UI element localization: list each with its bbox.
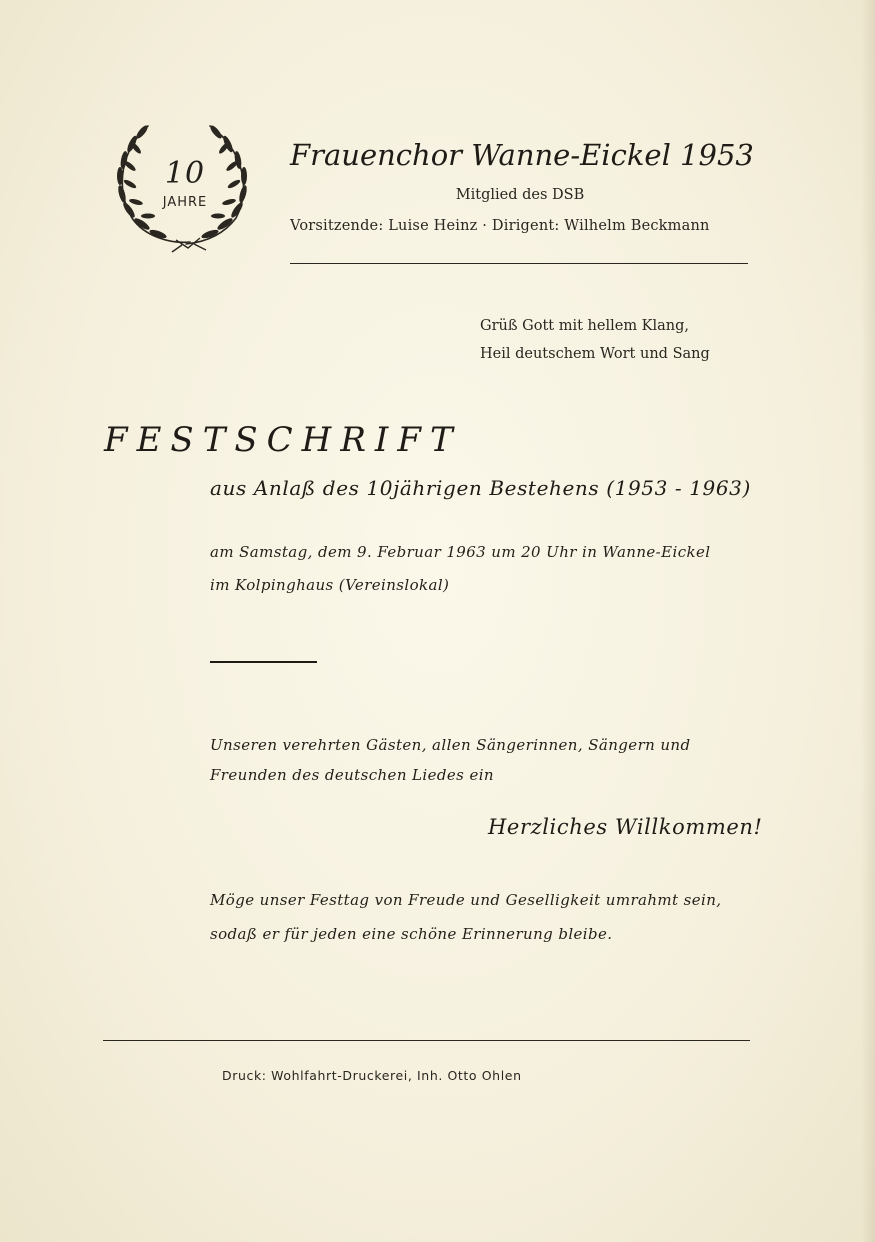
anniversary-emblem (110, 118, 260, 256)
wish-line-1: Möge unser Festtag von Freude und Geselligkeit umrahmt sein, (210, 891, 722, 909)
emblem-number: 10 (164, 156, 206, 191)
footer-divider (103, 1040, 750, 1041)
wish-line-2: sodaß er für jeden eine schöne Erinnerung bleibe. (210, 925, 613, 943)
welcome-heading: Herzliches Willkommen! (488, 815, 763, 839)
club-title: Frauenchor Wanne-Eickel 1953 (290, 138, 754, 172)
printer-credit: Druck: Wohlfahrt-Druckerei, Inh. Otto Ohlen (222, 1068, 522, 1083)
festschrift-title: FESTSCHRIFT (104, 420, 462, 460)
motto-line-1: Grüß Gott mit hellem Klang, (480, 318, 690, 334)
section-divider (210, 661, 317, 663)
greeting-line-1: Unseren verehrten Gästen, allen Sängerinnen, Sängern und (210, 736, 691, 754)
page-edge-shadow (861, 0, 875, 1242)
motto-line-2: Heil deutschem Wort und Sang (480, 346, 710, 362)
emblem-word: JAHRE (162, 195, 208, 210)
occasion-line: aus Anlaß des 10jährigen Bestehens (1953 - 1963) (210, 476, 751, 500)
header-divider (290, 263, 748, 264)
officers-line: Vorsitzende: Luise Heinz · Dirigent: Wilhelm Beckmann (290, 218, 710, 234)
greeting-line-2: Freunden des deutschen Liedes ein (210, 766, 494, 784)
membership-line: Mitglied des DSB (455, 187, 585, 203)
date-line: am Samstag, dem 9. Februar 1963 um 20 Uhr in Wanne-Eickel (210, 543, 711, 561)
venue-line: im Kolpinghaus (Vereinslokal) (210, 576, 450, 594)
